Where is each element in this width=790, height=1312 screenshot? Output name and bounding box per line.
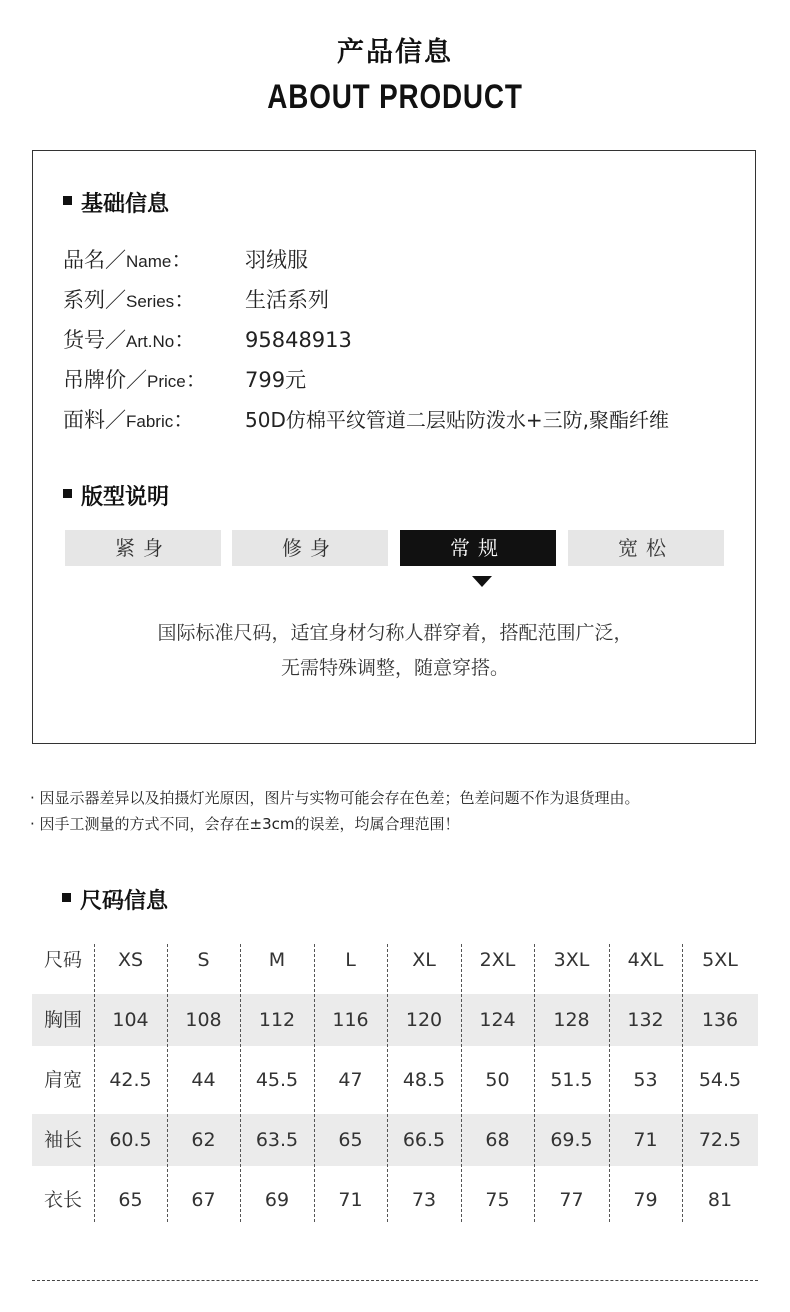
- size-header-cell: 4XL: [627, 949, 664, 971]
- triangle-down-icon: [472, 576, 492, 587]
- size-value: 60.5: [109, 1129, 152, 1151]
- size-header-cell: 3XL: [553, 949, 590, 971]
- fit-description-line1: 国际标准尺码，适宜身材匀称人群穿着，搭配范围广泛，: [157, 622, 633, 644]
- square-bullet-icon: [63, 489, 72, 498]
- size-value: 69.5: [550, 1129, 593, 1151]
- page-title-en: ABOUT PRODUCT: [267, 78, 523, 116]
- label-colon: ：: [185, 368, 207, 392]
- column-divider: [534, 944, 535, 1222]
- size-value: 50: [485, 1069, 510, 1091]
- label-colon: ：: [173, 408, 195, 432]
- size-value: 136: [701, 1009, 739, 1031]
- size-value: 132: [627, 1009, 664, 1031]
- label-colon: ：: [171, 248, 193, 272]
- info-row-series: [63, 284, 329, 314]
- fit-tab-slim: 紧身: [65, 530, 221, 566]
- size-header-cell: S: [197, 949, 210, 971]
- info-label: [63, 324, 245, 354]
- label-cn: 品名／: [63, 248, 126, 272]
- info-value: 羽绒服: [245, 248, 308, 272]
- info-value: 生活系列: [245, 288, 329, 312]
- label-colon: ：: [174, 328, 196, 352]
- page-title-cn: 产品信息: [337, 37, 453, 68]
- size-header-label: 尺码: [43, 949, 82, 971]
- basic-info-heading-text: 基础信息: [81, 192, 170, 217]
- size-value: 71: [338, 1189, 363, 1211]
- label-en: Art.No: [126, 332, 175, 351]
- size-header-row: [32, 934, 758, 986]
- size-row-sleeve: [32, 1114, 758, 1166]
- size-value: 71: [633, 1129, 658, 1151]
- size-value: 68: [485, 1129, 510, 1151]
- size-value: 75: [485, 1189, 510, 1211]
- info-row-price: [63, 364, 306, 394]
- column-divider: [240, 944, 241, 1222]
- info-label: [63, 284, 245, 314]
- size-row-label: 衣长: [43, 1189, 82, 1211]
- size-value: 62: [191, 1129, 216, 1151]
- size-value: 128: [553, 1009, 590, 1031]
- label-en: Price: [147, 372, 186, 391]
- size-value: 108: [185, 1009, 222, 1031]
- size-value: 79: [633, 1189, 658, 1211]
- size-value: 42.5: [109, 1069, 152, 1091]
- label-en: Series: [126, 292, 175, 311]
- fit-description-line2: 无需特殊调整，随意穿搭。: [280, 657, 509, 679]
- column-divider: [387, 944, 388, 1222]
- size-value: 72.5: [698, 1129, 742, 1151]
- size-heading-text: 尺码信息: [80, 889, 169, 914]
- size-header-cell: XS: [117, 949, 144, 971]
- fit-heading: [63, 480, 169, 511]
- note-color-difference: · 因显示器差异以及拍摄灯光原因，图片与实物可能会存在色差；色差问题不作为退货理由。: [30, 789, 640, 807]
- size-value: 73: [411, 1189, 437, 1211]
- fit-tab-tailored: 修身: [232, 530, 388, 566]
- size-value: 104: [112, 1009, 149, 1031]
- size-row-chest: [32, 994, 758, 1046]
- info-label: [63, 404, 245, 434]
- size-value: 48.5: [402, 1069, 446, 1091]
- size-header-cell: 2XL: [479, 949, 516, 971]
- info-value: 95848913: [245, 328, 352, 352]
- column-divider: [682, 944, 683, 1222]
- info-label: [63, 244, 245, 274]
- label-cn: 系列／: [63, 288, 126, 312]
- size-value: 81: [707, 1189, 733, 1211]
- label-colon: ：: [174, 288, 196, 312]
- product-info-box: [32, 150, 756, 744]
- square-bullet-icon: [62, 893, 71, 902]
- size-row-label: 袖长: [43, 1129, 82, 1151]
- note-measurement-error: · 因手工测量的方式不同，会存在±3cm的误差，均属合理范围！: [30, 815, 460, 833]
- size-value: 124: [479, 1009, 516, 1031]
- label-en: Fabric: [126, 412, 174, 431]
- info-value: 799元: [245, 368, 307, 392]
- size-row-length: [32, 1174, 758, 1226]
- size-heading: [62, 884, 168, 915]
- size-value: 116: [332, 1009, 369, 1031]
- size-value: 120: [405, 1009, 443, 1031]
- size-value: 65: [118, 1189, 143, 1211]
- size-value: 63.5: [255, 1129, 299, 1151]
- fit-tab-loose: 宽松: [568, 530, 724, 566]
- column-divider: [314, 944, 315, 1222]
- size-header-cell: XL: [412, 949, 436, 971]
- size-row-label: 肩宽: [43, 1069, 82, 1091]
- size-value: 44: [191, 1069, 216, 1091]
- label-cn: 面料／: [63, 408, 126, 432]
- info-label: [63, 364, 245, 394]
- size-value: 51.5: [550, 1069, 593, 1091]
- size-row-shoulder: [32, 1054, 758, 1106]
- size-value: 77: [559, 1189, 584, 1211]
- column-divider: [609, 944, 610, 1222]
- label-cn: 货号／: [63, 328, 126, 352]
- size-header-cell: L: [345, 949, 356, 971]
- size-value: 53: [633, 1069, 658, 1091]
- info-value: 50D仿棉平纹管道二层贴防泼水+三防,聚酯纤维: [245, 408, 669, 432]
- size-value: 47: [338, 1069, 363, 1091]
- label-en: Name: [126, 252, 172, 271]
- fit-tab-regular: 常规: [400, 530, 556, 566]
- fit-heading-text: 版型说明: [81, 485, 170, 510]
- size-value: 66.5: [402, 1129, 446, 1151]
- size-header-cell: 5XL: [702, 949, 738, 971]
- column-divider: [167, 944, 168, 1222]
- size-value: 45.5: [255, 1069, 299, 1091]
- square-bullet-icon: [63, 196, 72, 205]
- size-value: 54.5: [698, 1069, 742, 1091]
- size-value: 65: [338, 1129, 363, 1151]
- column-divider: [94, 944, 95, 1222]
- info-row-fabric: [63, 404, 669, 434]
- label-cn: 吊牌价／: [63, 368, 147, 392]
- bottom-dashed-divider: [32, 1280, 758, 1281]
- size-row-label: 胸围: [43, 1009, 82, 1031]
- basic-info-heading: [63, 187, 169, 218]
- size-header-cell: M: [268, 949, 286, 971]
- column-divider: [461, 944, 462, 1222]
- info-row-artno: [63, 324, 352, 354]
- info-row-name: [63, 244, 308, 274]
- size-value: 67: [191, 1189, 216, 1211]
- size-value: 112: [258, 1009, 296, 1031]
- size-value: 69: [264, 1189, 290, 1211]
